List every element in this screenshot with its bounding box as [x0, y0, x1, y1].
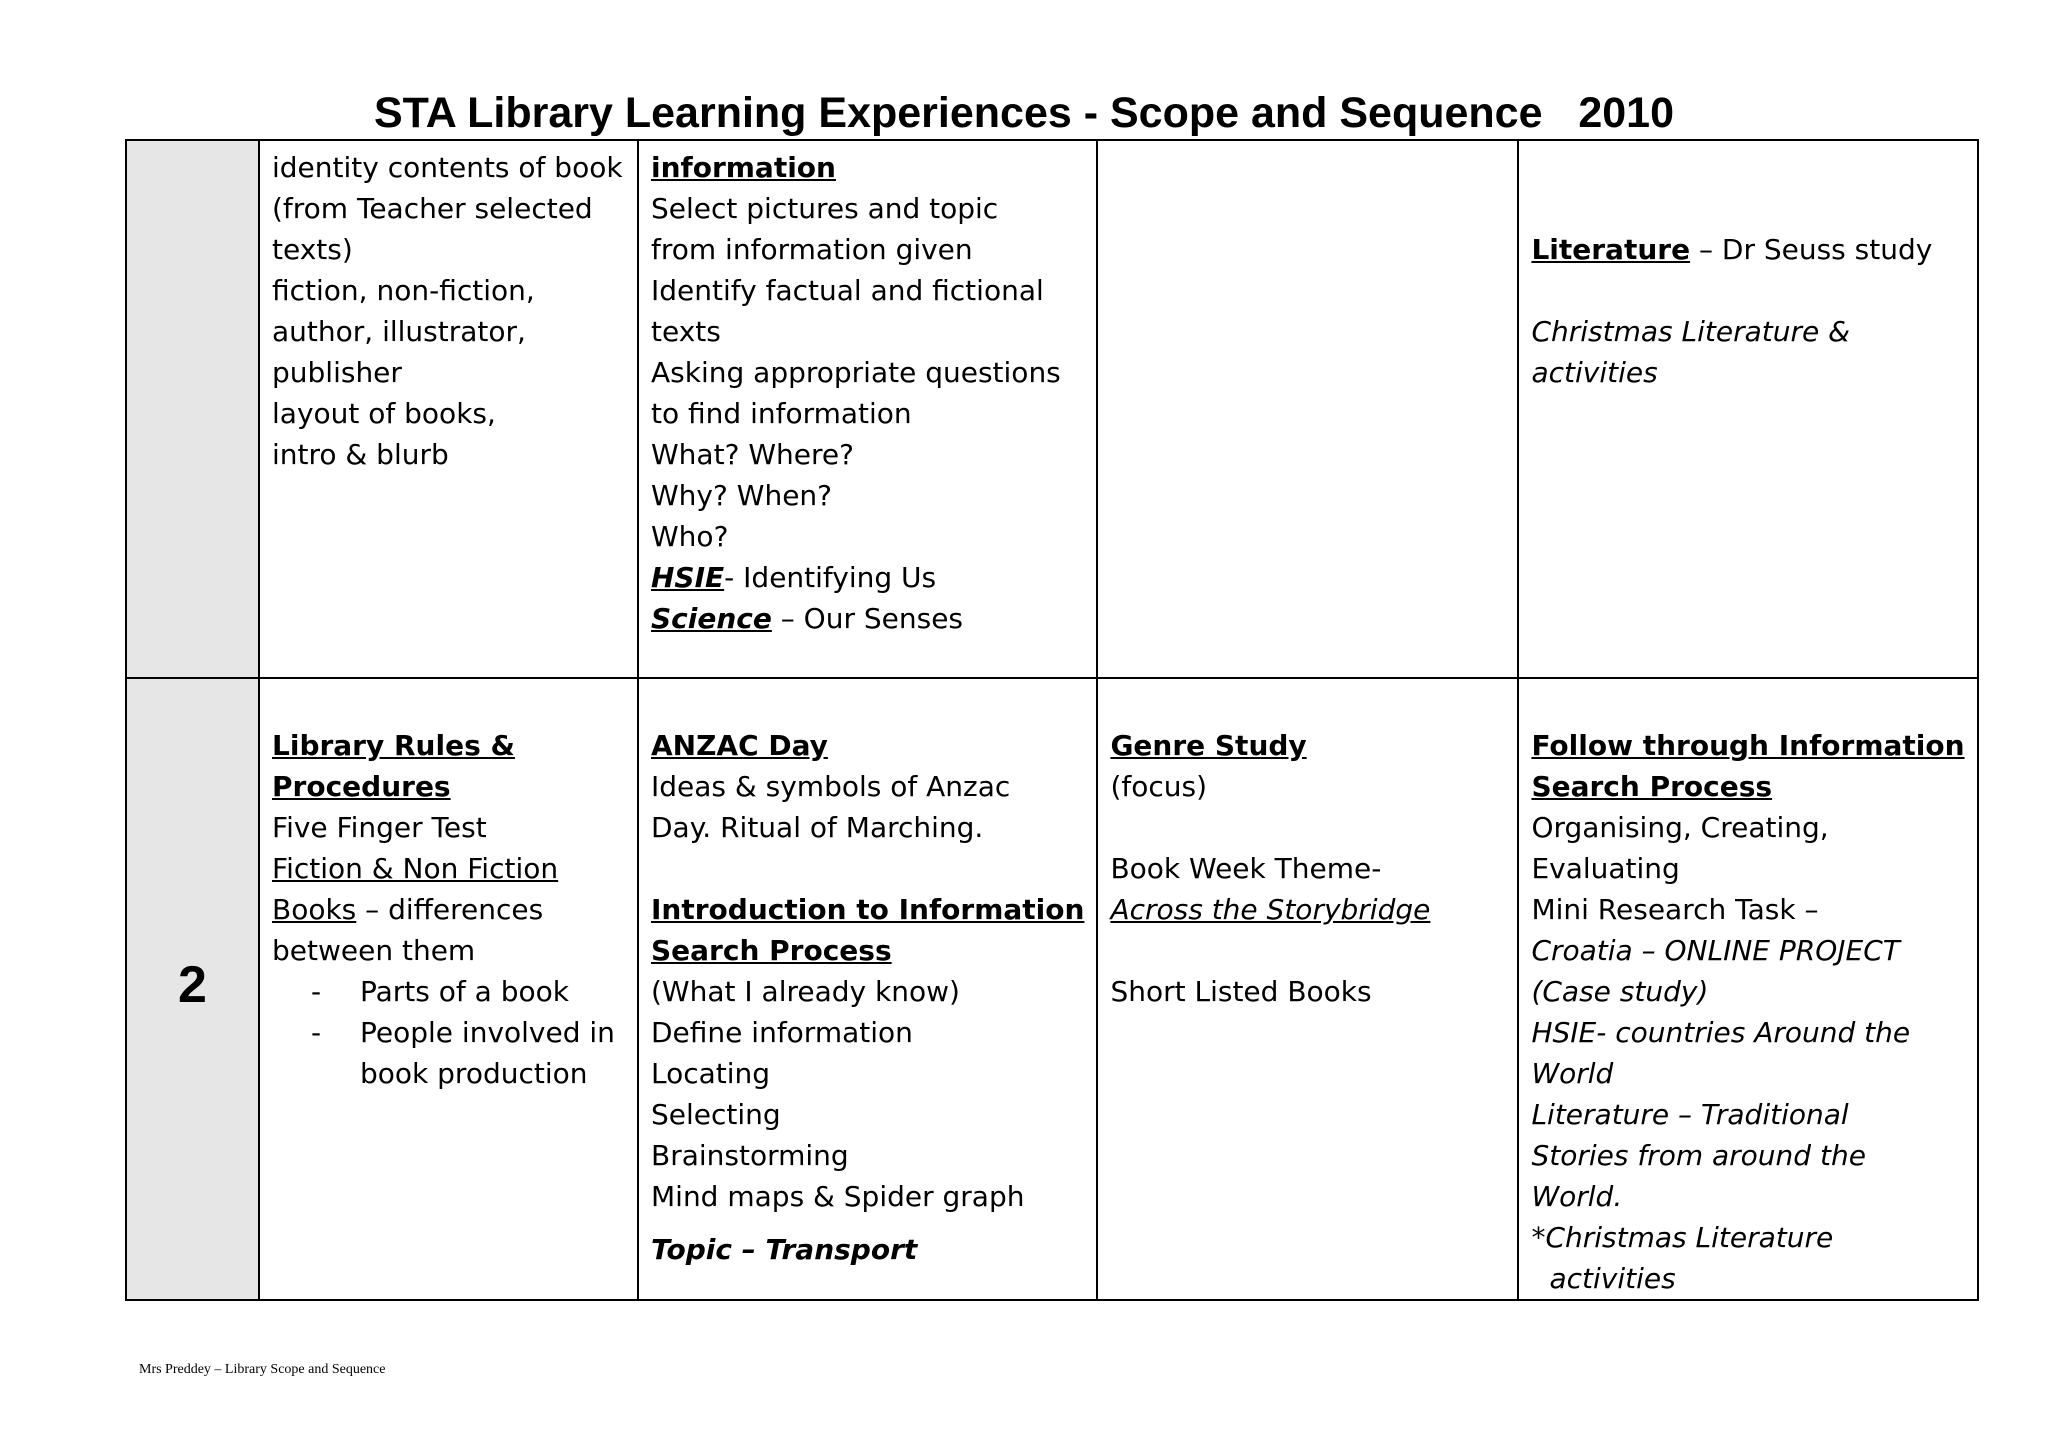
section-heading: Library Rules & — [272, 729, 515, 762]
list-item: identity contents of book — [272, 151, 623, 184]
list-item: (from Teacher selected — [272, 192, 593, 225]
row1-col4-cell — [1518, 140, 1977, 678]
list-item: *Christmas Literature — [1531, 1221, 1834, 1254]
bullet-item — [272, 971, 625, 1012]
section-heading: Genre Study — [1110, 729, 1307, 762]
list-item: Short Listed Books — [1110, 975, 1372, 1008]
row2-col4-cell — [1518, 678, 1977, 1300]
list-item: Define information — [651, 1016, 913, 1049]
list-item: Select pictures and topic — [651, 192, 999, 225]
literature-text: – Dr Seuss study — [1690, 233, 1933, 266]
list-item: author, illustrator, — [272, 315, 526, 348]
stage-cell — [126, 678, 259, 1300]
list-item: Day. Ritual of Marching. — [651, 811, 984, 844]
list-item: Asking appropriate questions — [651, 356, 1061, 389]
scope-sequence-table — [125, 139, 1979, 1301]
christmas-line: Christmas Literature & — [1531, 315, 1850, 348]
list-item: (What I already know) — [651, 975, 960, 1008]
science-label: Science — [651, 602, 772, 635]
page-title: STA Library Learning Experiences - Scope and Sequence 2010 — [373, 89, 1674, 137]
list-item: intro & blurb — [272, 438, 449, 471]
list-item: HSIE- countries Around the — [1531, 1016, 1911, 1049]
list-item: World. — [1531, 1180, 1623, 1213]
list-item: What? Where? — [651, 438, 854, 471]
row2-col3-cell — [1097, 678, 1518, 1300]
hsie-line — [651, 557, 1084, 598]
section-heading: Follow through Information — [1531, 729, 1965, 762]
row1-col1-cell — [259, 140, 638, 678]
list-item: between them — [272, 934, 476, 967]
stage-cell-empty — [126, 140, 259, 678]
list-item: Mind maps & Spider graph — [651, 1180, 1025, 1213]
list-item: Locating — [651, 1057, 771, 1090]
bullet-continuation: book production — [360, 1057, 588, 1090]
table-row — [126, 678, 1978, 1300]
list-item: activities — [1549, 1262, 1676, 1295]
bullet-text: People involved in — [360, 1016, 615, 1049]
list-item: fiction, non-fiction, — [272, 274, 535, 307]
literature-line — [1531, 229, 1964, 270]
books-label: Books — [272, 893, 357, 926]
list-item: Croatia – ONLINE PROJECT — [1531, 934, 1900, 967]
list-item: publisher — [272, 356, 402, 389]
stage-number: 2 — [178, 956, 207, 1014]
row1-col3-cell — [1097, 140, 1518, 678]
row2-col1-cell — [259, 678, 638, 1300]
page-footer: Mrs Preddey – Library Scope and Sequence — [139, 1362, 386, 1377]
section-heading: Procedures — [272, 770, 451, 803]
list-item: Stories from around the — [1531, 1139, 1866, 1172]
list-item: Organising, Creating, — [1531, 811, 1829, 844]
topic-line: Topic – Transport — [651, 1233, 918, 1266]
section-heading: ANZAC Day — [651, 729, 828, 762]
hsie-text: - Identifying Us — [724, 561, 937, 594]
literature-label: Literature — [1531, 233, 1691, 266]
list-item: Five Finger Test — [272, 811, 487, 844]
list-item: Identify factual and fictional — [651, 274, 1044, 307]
science-line — [651, 598, 1084, 639]
dash-marker: - — [310, 975, 322, 1008]
science-text: – Our Senses — [771, 602, 964, 635]
list-item: Why? When? — [651, 479, 833, 512]
list-item: (Case study) — [1531, 975, 1709, 1008]
hsie-label: HSIE — [651, 561, 725, 594]
section-heading: Search Process — [651, 934, 892, 967]
list-item: texts) — [272, 233, 353, 266]
list-item: Who? — [651, 520, 729, 553]
list-item: Evaluating — [1531, 852, 1680, 885]
list-item: Book Week Theme- — [1110, 852, 1382, 885]
books-line — [272, 889, 625, 930]
books-text: – differences — [356, 893, 544, 926]
list-item: Mini Research Task – — [1531, 893, 1819, 926]
list-item: from information given — [651, 233, 973, 266]
list-item: Selecting — [651, 1098, 781, 1131]
list-item: layout of books, — [272, 397, 496, 430]
list-item: Brainstorming — [651, 1139, 849, 1172]
bullet-text: Parts of a book — [360, 975, 569, 1008]
list-item: to find information — [651, 397, 912, 430]
table-row — [126, 140, 1978, 678]
dash-marker: - — [310, 1016, 322, 1049]
section-heading: information — [651, 151, 836, 184]
list-item: World — [1531, 1057, 1614, 1090]
list-item: Ideas & symbols of Anzac — [651, 770, 1011, 803]
section-heading: Search Process — [1531, 770, 1773, 803]
list-item: texts — [651, 315, 721, 348]
row1-col2-cell — [638, 140, 1097, 678]
list-item: Literature – Traditional — [1531, 1098, 1849, 1131]
list-item: Fiction & Non Fiction — [272, 852, 559, 885]
christmas-line: activities — [1531, 356, 1658, 389]
list-item: (focus) — [1110, 770, 1208, 803]
row2-col2-cell — [638, 678, 1097, 1300]
theme-line: Across the Storybridge — [1110, 893, 1431, 926]
section-heading: Introduction to Information — [651, 893, 1085, 926]
bullet-item — [272, 1012, 625, 1053]
